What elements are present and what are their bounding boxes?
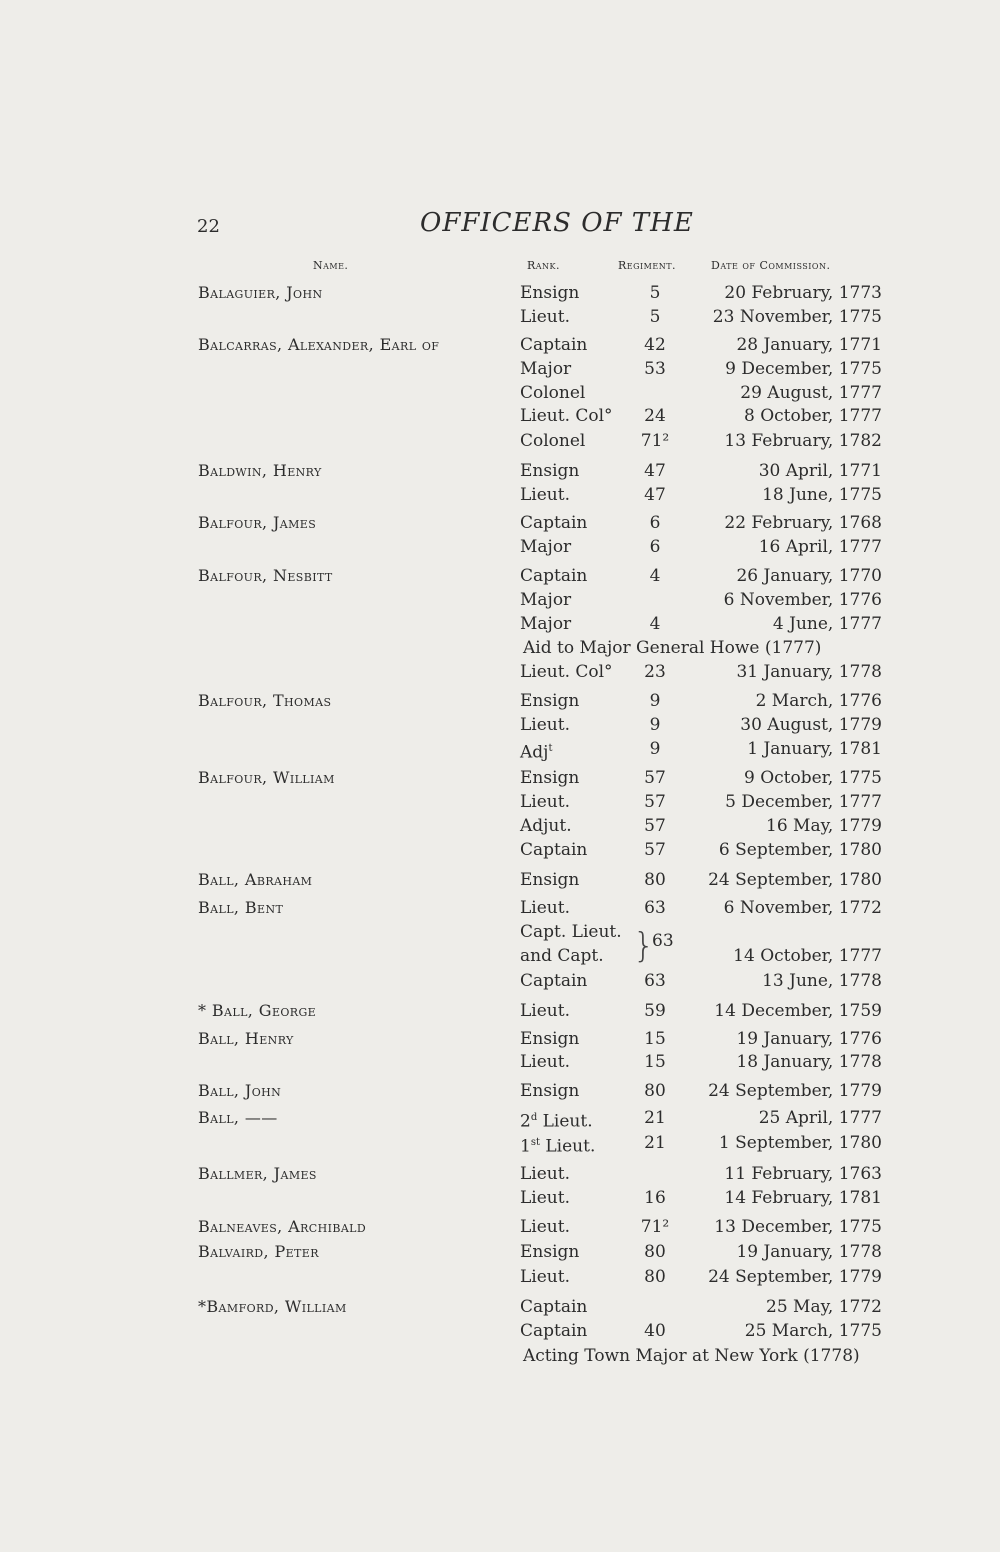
officer-name: * Ball, George (198, 1001, 317, 1020)
table-row (0, 1344, 1000, 1368)
rank: Captain (520, 335, 588, 355)
regiment: 63 (644, 971, 666, 991)
rank: Lieut. (520, 1164, 570, 1184)
regiment: 47 (644, 461, 666, 481)
rank: Adjut. (520, 816, 572, 836)
table-row (0, 511, 1000, 535)
commission-date: 22 February, 1768 (724, 513, 882, 533)
page-number: 22 (197, 216, 220, 237)
commission-date: 24 September, 1779 (708, 1267, 882, 1287)
rank: 1st Lieut. (520, 1136, 596, 1157)
table-row (0, 790, 1000, 814)
commission-date: 28 January, 1771 (736, 335, 882, 355)
officer-name: Ball, Bent (198, 898, 284, 917)
regiment: 16 (644, 1188, 666, 1208)
regiment: 80 (644, 870, 666, 890)
rank: Adj$^t$ (520, 742, 553, 763)
table-row (0, 636, 1000, 660)
rank: Captain (520, 513, 588, 533)
header-name: Name. (313, 259, 349, 272)
commission-date: 9 October, 1775 (743, 768, 882, 788)
commission-date: 5 December, 1777 (725, 792, 882, 812)
rank: Lieut. (520, 898, 570, 918)
table-row (0, 381, 1000, 405)
table-row (0, 1131, 1000, 1155)
commission-date: 4 June, 1777 (772, 614, 882, 634)
rank: Lieut. Col° (520, 662, 613, 682)
rank: Colonel (520, 431, 586, 451)
regiment: 21 (644, 1133, 666, 1153)
table-row (0, 612, 1000, 636)
table-row (0, 1215, 1000, 1239)
header-date: Date of Commission. (711, 259, 831, 272)
rank: Lieut. Col° (520, 406, 613, 426)
rank: Ensign (520, 283, 580, 303)
commission-date: 13 February, 1782 (724, 431, 882, 451)
table-row (0, 1240, 1000, 1264)
table-row (0, 1079, 1000, 1103)
table-row (0, 1106, 1000, 1130)
rank: Major (520, 614, 572, 634)
commission-date: 19 January, 1776 (736, 1029, 882, 1049)
commission-date: 6 September, 1780 (718, 840, 882, 860)
commission-date: 31 January, 1778 (736, 662, 882, 682)
commission-date: 30 April, 1771 (758, 461, 882, 481)
officer-name: Balcarras, Alexander, Earl of (198, 335, 440, 354)
table-row (0, 1162, 1000, 1186)
table-row (0, 1295, 1000, 1319)
table-row (0, 1319, 1000, 1343)
commission-date: 16 April, 1777 (758, 537, 882, 557)
brace-icon: } (633, 926, 655, 966)
regiment: 63 (644, 898, 666, 918)
commission-date: 13 June, 1778 (762, 971, 882, 991)
table-row (0, 868, 1000, 892)
regiment: 53 (644, 359, 666, 379)
rank: Lieut. (520, 307, 570, 327)
table-row (0, 483, 1000, 507)
commission-date: 1 January, 1781 (747, 739, 882, 759)
table-row (0, 333, 1000, 357)
regiment: 4 (649, 614, 661, 634)
commission-date: 11 February, 1763 (724, 1164, 882, 1184)
table-row (0, 1186, 1000, 1210)
rank: Captain (520, 971, 588, 991)
regiment: 24 (644, 406, 666, 426)
commission-date: 9 December, 1775 (725, 359, 882, 379)
table-row (0, 999, 1000, 1023)
regiment: 42 (644, 335, 666, 355)
table-row (0, 281, 1000, 305)
officer-name: Balvaird, Peter (198, 1242, 319, 1261)
commission-date: 19 January, 1778 (736, 1242, 882, 1262)
officer-name: Balneaves, Archibald (198, 1217, 367, 1236)
rank: 2$^d$ Lieut. (520, 1111, 593, 1132)
officer-name: Balfour, William (198, 768, 335, 787)
regiment: 71² (640, 1217, 670, 1237)
table-row (0, 920, 1000, 944)
rank: and Capt. (520, 946, 604, 966)
rank: Lieut. (520, 1217, 570, 1237)
table-row (0, 404, 1000, 428)
regiment: 80 (644, 1242, 666, 1262)
officer-name: Ball, Abraham (198, 870, 313, 889)
table-row (0, 737, 1000, 761)
table-row (0, 838, 1000, 862)
commission-date: 25 March, 1775 (744, 1321, 882, 1341)
regiment: 9 (649, 691, 661, 711)
table-row (0, 766, 1000, 790)
rank: Major (520, 590, 572, 610)
commission-date: 13 December, 1775 (714, 1217, 882, 1237)
table-row (0, 713, 1000, 737)
table-row (0, 459, 1000, 483)
row-note: Acting Town Major at New York (1778) (523, 1346, 860, 1366)
table-row (0, 305, 1000, 329)
regiment: 6 (649, 537, 661, 557)
table-row (0, 896, 1000, 920)
regiment: 5 (649, 307, 661, 327)
rank: Ensign (520, 870, 580, 890)
regiment: 57 (644, 768, 666, 788)
rank: Captain (520, 566, 588, 586)
table-row (0, 660, 1000, 684)
commission-date: 24 September, 1779 (708, 1081, 882, 1101)
rank: Major (520, 537, 572, 557)
officer-name: Balfour, Thomas (198, 691, 332, 710)
regiment: 57 (644, 816, 666, 836)
regiment: 57 (644, 792, 666, 812)
rank: Ensign (520, 1242, 580, 1262)
commission-date: 26 January, 1770 (736, 566, 882, 586)
commission-date: 25 April, 1777 (758, 1108, 882, 1128)
commission-date: 14 February, 1781 (724, 1188, 882, 1208)
table-row (0, 429, 1000, 453)
regiment: 47 (644, 485, 666, 505)
table-row (0, 1027, 1000, 1051)
rank: Lieut. (520, 1267, 570, 1287)
table-row (0, 535, 1000, 559)
table-row (0, 1265, 1000, 1289)
table-row (0, 944, 1000, 968)
rank: Ensign (520, 768, 580, 788)
commission-date: 8 October, 1777 (743, 406, 882, 426)
officer-name: Ball, —— (198, 1108, 278, 1127)
rank: Ensign (520, 691, 580, 711)
regiment: 6 (649, 513, 661, 533)
rank: Lieut. (520, 1001, 570, 1021)
rank: Colonel (520, 383, 586, 403)
rank: Ensign (520, 1029, 580, 1049)
table-row (0, 564, 1000, 588)
regiment: 57 (644, 840, 666, 860)
officer-name: *Bamford, William (198, 1297, 347, 1316)
rank: Captain (520, 1297, 588, 1317)
rank: Ensign (520, 1081, 580, 1101)
regiment: 80 (644, 1081, 666, 1101)
rank: Captain (520, 1321, 588, 1341)
officer-name: Balfour, James (198, 513, 317, 532)
table-row (0, 969, 1000, 993)
regiment: 15 (644, 1029, 666, 1049)
commission-date: 29 August, 1777 (740, 383, 882, 403)
regiment: 21 (644, 1108, 666, 1128)
commission-date: 18 January, 1778 (736, 1052, 882, 1072)
commission-date: 14 October, 1777 (733, 946, 882, 966)
rank: Capt. Lieut. (520, 922, 622, 942)
regiment: 59 (644, 1001, 666, 1021)
table-row (0, 689, 1000, 713)
commission-date: 14 December, 1759 (714, 1001, 882, 1021)
rank: Lieut. (520, 715, 570, 735)
officer-name: Balfour, Nesbitt (198, 566, 333, 585)
regiment: 9 (649, 739, 661, 759)
regiment: 9 (649, 715, 661, 735)
page-title: OFFICERS OF THE (420, 208, 694, 238)
commission-date: 23 November, 1775 (712, 307, 882, 327)
regiment: 4 (649, 566, 661, 586)
commission-date: 24 September, 1780 (708, 870, 882, 890)
officer-name: Ballmer, James (198, 1164, 317, 1183)
regiment: 23 (644, 662, 666, 682)
commission-date: 16 May, 1779 (766, 816, 882, 836)
rank: Lieut. (520, 485, 570, 505)
regiment: 71² (640, 431, 670, 451)
commission-date: 6 November, 1772 (723, 898, 882, 918)
rank: Major (520, 359, 572, 379)
regiment: 80 (644, 1267, 666, 1287)
table-row (0, 588, 1000, 612)
commission-date: 25 May, 1772 (766, 1297, 882, 1317)
commission-date: 2 March, 1776 (755, 691, 882, 711)
table-row (0, 814, 1000, 838)
table-row (0, 1050, 1000, 1074)
regiment: 5 (649, 283, 661, 303)
table-row (0, 357, 1000, 381)
officer-name: Baldwin, Henry (198, 461, 322, 480)
header-regiment: Regiment. (618, 259, 677, 272)
commission-date: 30 August, 1779 (740, 715, 882, 735)
rank: Captain (520, 840, 588, 860)
row-note: Aid to Major General Howe (1777) (523, 638, 822, 658)
commission-date: 18 June, 1775 (762, 485, 882, 505)
officer-name: Ball, Henry (198, 1029, 294, 1048)
rank: Lieut. (520, 1052, 570, 1072)
regiment: 40 (644, 1321, 666, 1341)
brace-regiment: 63 (652, 931, 674, 951)
rank: Lieut. (520, 792, 570, 812)
commission-date: 1 September, 1780 (718, 1133, 882, 1153)
officer-name: Balaguier, John (198, 283, 323, 302)
header-rank: Rank. (527, 259, 561, 272)
commission-date: 20 February, 1773 (724, 283, 882, 303)
commission-date: 6 November, 1776 (723, 590, 882, 610)
rank: Ensign (520, 461, 580, 481)
officer-name: Ball, John (198, 1081, 282, 1100)
rank: Lieut. (520, 1188, 570, 1208)
regiment: 15 (644, 1052, 666, 1072)
